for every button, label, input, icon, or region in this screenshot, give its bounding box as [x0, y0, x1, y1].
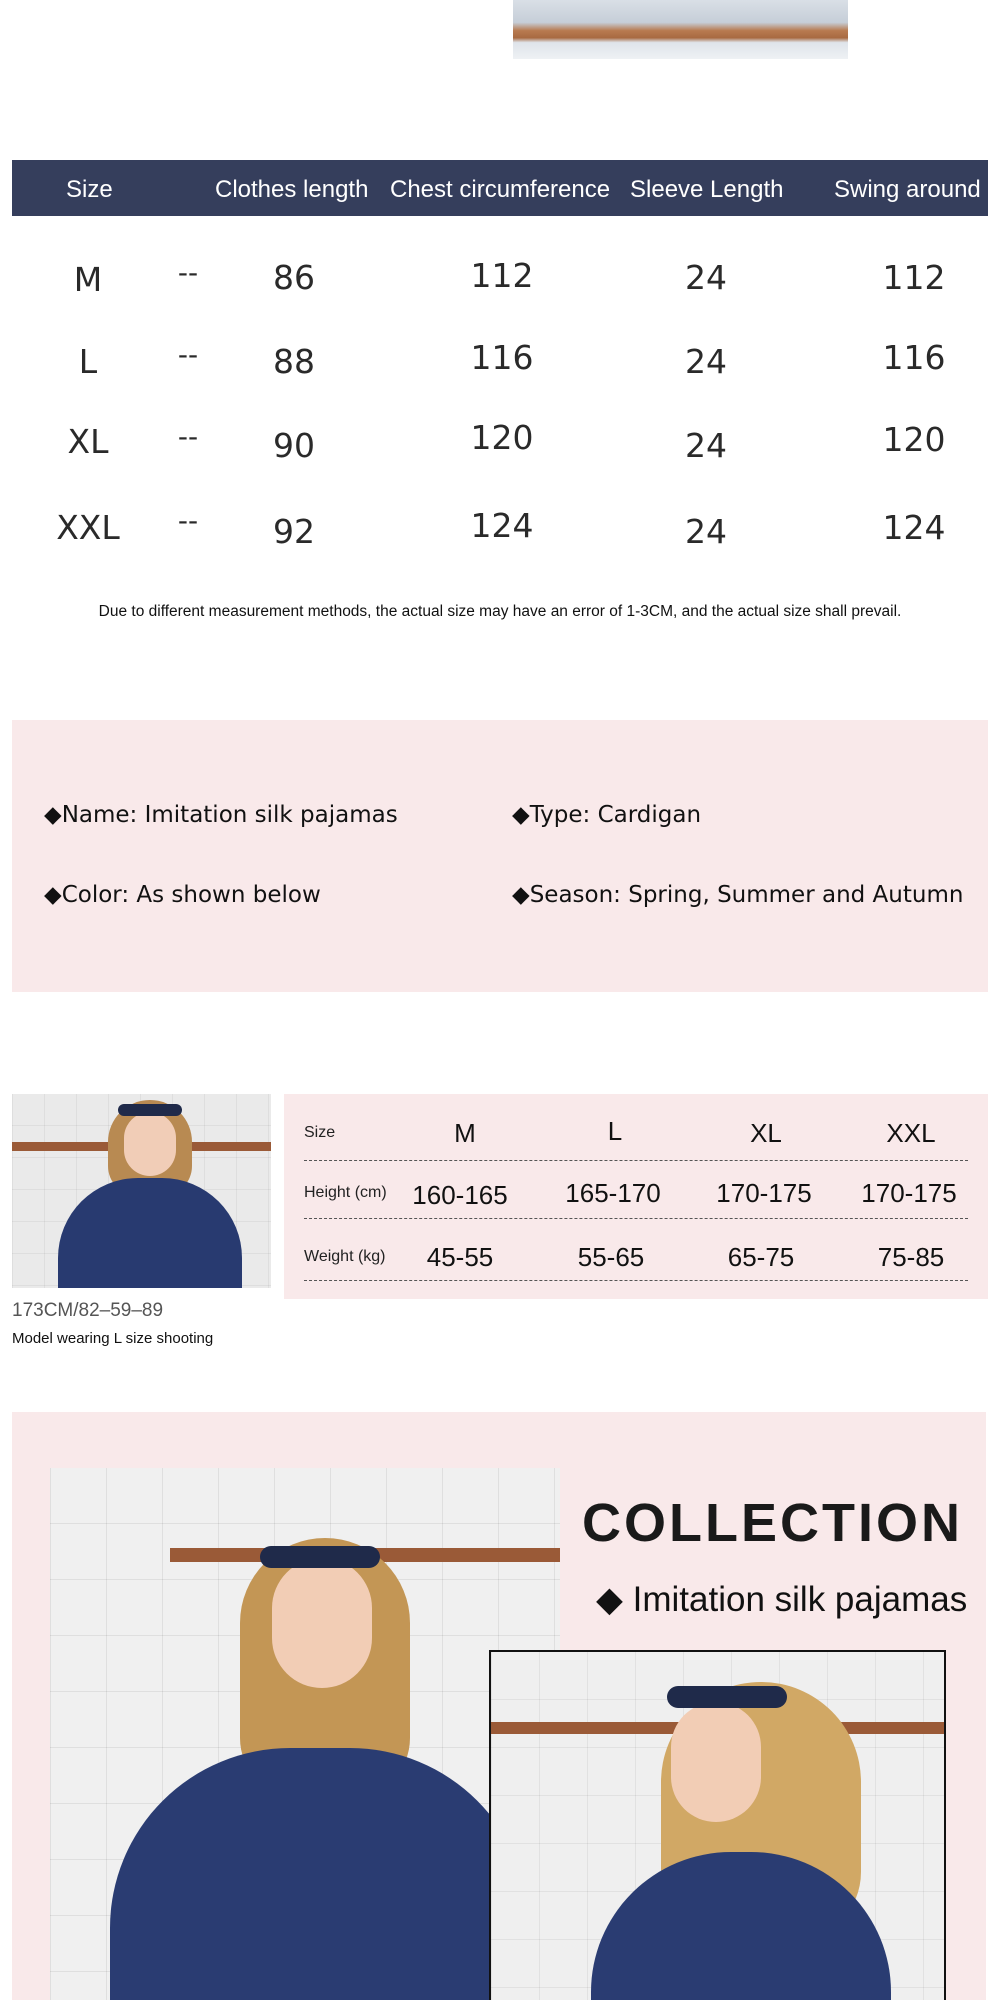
product-type: ◆Type: Cardigan [512, 802, 702, 828]
fit-height-value: 170-175 [861, 1178, 957, 1208]
chest-cell: 124 [470, 506, 534, 545]
length-cell: 90 [273, 426, 315, 465]
face-shape [671, 1702, 761, 1822]
fit-height-label: Height (cm) [304, 1184, 387, 1201]
collection-subtitle: ◆ Imitation silk pajamas [596, 1580, 968, 1619]
chest-cell: 116 [470, 338, 534, 377]
robe-shape [110, 1748, 530, 2000]
face-shape [124, 1112, 176, 1176]
dash-cell: -- [177, 420, 199, 453]
collection-photo-main [50, 1468, 560, 2000]
robe-shape [58, 1178, 242, 1288]
fit-size-xl: XL [750, 1118, 782, 1148]
fit-size-xxl: XXL [886, 1118, 936, 1148]
chest-cell: 112 [470, 256, 534, 295]
swing-cell: 116 [882, 338, 946, 377]
sleeve-cell: 24 [685, 426, 727, 465]
sleeve-cell: 24 [685, 512, 727, 551]
top-product-photo [513, 0, 848, 59]
header-sleeve-length: Sleeve Length [630, 176, 784, 203]
product-color: ◆Color: As shown below [44, 882, 321, 908]
fit-height-value: 160-165 [412, 1180, 508, 1210]
fit-weight-value: 75-85 [877, 1242, 945, 1272]
fit-weight-value: 45-55 [426, 1242, 494, 1272]
headband-shape [118, 1104, 182, 1116]
swing-cell: 124 [882, 508, 946, 547]
product-season: ◆Season: Spring, Summer and Autumn [512, 882, 964, 908]
dash-cell: -- [177, 256, 199, 289]
header-swing-around: Swing around [834, 176, 981, 203]
fit-height-value: 165-170 [565, 1178, 661, 1208]
size-table-header [12, 160, 988, 216]
product-name: ◆Name: Imitation silk pajamas [44, 802, 398, 828]
fit-table [284, 1094, 988, 1299]
collection-photo-inset [489, 1650, 946, 2000]
divider [304, 1160, 968, 1161]
collection-title: COLLECTION [582, 1493, 963, 1553]
measurement-note: Due to different measurement methods, the actual size may have an error of 1-3CM, and the actual size shall prevail. [98, 603, 902, 620]
header-chest-circumference: Chest circumference [390, 176, 611, 203]
size-cell: XL [67, 422, 109, 461]
fit-weight-value: 65-75 [727, 1242, 795, 1272]
length-cell: 88 [273, 342, 315, 381]
model-caption: Model wearing L size shooting [12, 1330, 214, 1347]
length-cell: 86 [273, 258, 315, 297]
model-measurements: 173CM/82–59–89 [12, 1300, 164, 1321]
length-cell: 92 [273, 512, 315, 551]
size-cell: M [73, 260, 103, 299]
size-cell: XXL [56, 508, 120, 547]
sleeve-cell: 24 [685, 342, 727, 381]
face-shape [272, 1558, 372, 1688]
fit-size-l: L [607, 1116, 623, 1146]
header-clothes-length: Clothes length [215, 176, 369, 203]
headband-shape [667, 1686, 787, 1708]
chest-cell: 120 [470, 418, 534, 457]
fit-size-m: M [454, 1118, 476, 1148]
sleeve-cell: 24 [685, 258, 727, 297]
size-cell: L [78, 342, 98, 381]
dash-cell: -- [177, 338, 199, 371]
divider [304, 1218, 968, 1219]
headband-shape [260, 1546, 380, 1568]
product-info-panel [12, 720, 988, 992]
fit-size-label: Size [304, 1124, 336, 1141]
header-size: Size [66, 176, 113, 203]
swing-cell: 120 [882, 420, 946, 459]
fit-weight-label: Weight (kg) [304, 1248, 386, 1265]
dash-cell: -- [177, 504, 199, 537]
swing-cell: 112 [882, 258, 946, 297]
fit-weight-value: 55-65 [577, 1242, 645, 1272]
fit-height-value: 170-175 [716, 1178, 812, 1208]
model-photo [12, 1094, 271, 1288]
divider [304, 1280, 968, 1281]
